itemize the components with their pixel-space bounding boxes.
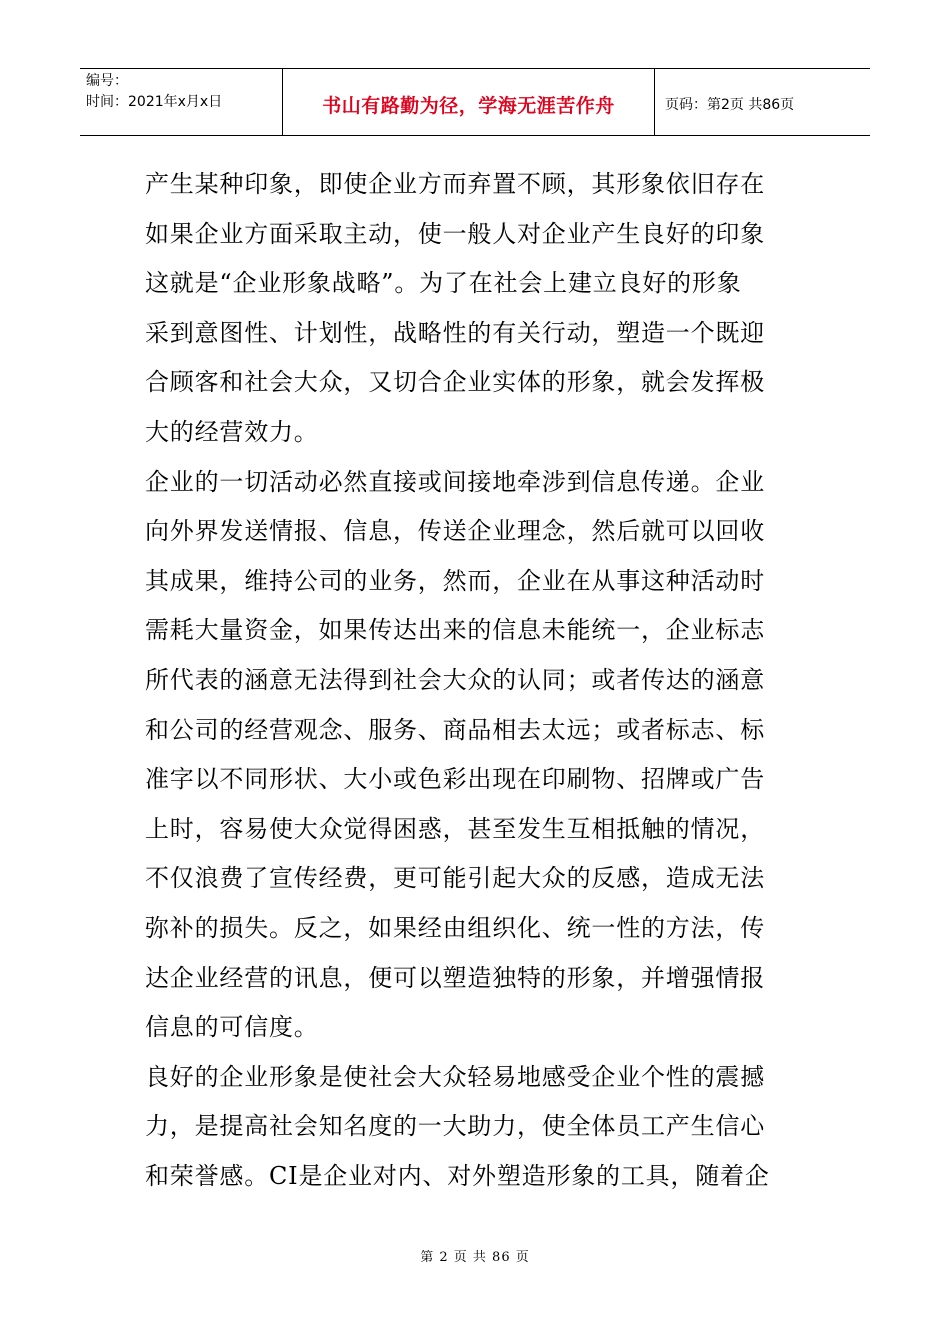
text-line: 这就是“企业形象战略”。为了在社会上建立良好的形象	[145, 269, 742, 298]
text-line: 信息的可信度。	[145, 1013, 319, 1042]
time-label: 时间：2021年x月x日	[86, 94, 223, 110]
text-line: 如果企业方面采取主动，使一般人对企业产生良好的印象	[145, 219, 765, 248]
serial-label: 编号：	[86, 73, 128, 89]
header-meta	[80, 69, 283, 135]
text-line: 弥补的损失。反之，如果经由组织化、统一性的方法，传	[145, 913, 765, 942]
text-line: 大的经营效力。	[145, 417, 319, 446]
text-line: 合顾客和社会大众，又切合企业实体的形象，就会发挥极	[145, 368, 765, 397]
text-line: 和公司的经营观念、服务、商品相去太远；或者标志、标	[145, 715, 765, 744]
text-line: 准字以不同形状、大小或色彩出现在印刷物、招牌或广告	[145, 765, 765, 794]
text-line: 其成果，维持公司的业务，然而，企业在从事这种活动时	[145, 566, 765, 595]
text-line: 达企业经营的讯息，便可以塑造独特的形象，并增强情报	[145, 963, 765, 992]
text-line: 企业的一切活动必然直接或间接地牵涉到信息传递。企业	[145, 467, 765, 496]
text-line: 良好的企业形象是使社会大众轻易地感受企业个性的震撼	[145, 1062, 765, 1091]
header-page-info: 页码：第2页 共86页	[665, 97, 795, 113]
text-line: 向外界发送情报、信息，传送企业理念，然后就可以回收	[145, 517, 765, 546]
text-line: 采到意图性、计划性，战略性的有关行动，塑造一个既迎	[145, 318, 765, 347]
document-body	[145, 160, 815, 1201]
page-header	[80, 68, 870, 136]
text-line: 和荣誉感。CI是企业对内、对外塑造形象的工具，随着企	[145, 1161, 770, 1190]
header-motto: 书山有路勤为径，学海无涯苦作舟	[283, 69, 655, 135]
text-line: 力，是提高社会知名度的一大助力，使全体员工产生信心	[145, 1112, 765, 1141]
text-line: 上时，容易使大众觉得困惑，甚至发生互相抵触的情况，	[145, 814, 765, 843]
text-line: 需耗大量资金，如果传达出来的信息未能统一，企业标志	[145, 616, 765, 645]
text-line: 产生某种印象，即使企业方而弃置不顾，其形象依旧存在	[145, 170, 765, 198]
text-line: 不仅浪费了宣传经费，更可能引起大众的反感，造成无法	[145, 864, 765, 893]
page-footer: 第 2 页 共 86 页	[420, 1250, 530, 1265]
text-line: 所代表的涵意无法得到社会大众的认同；或者传达的涵意	[145, 665, 765, 694]
